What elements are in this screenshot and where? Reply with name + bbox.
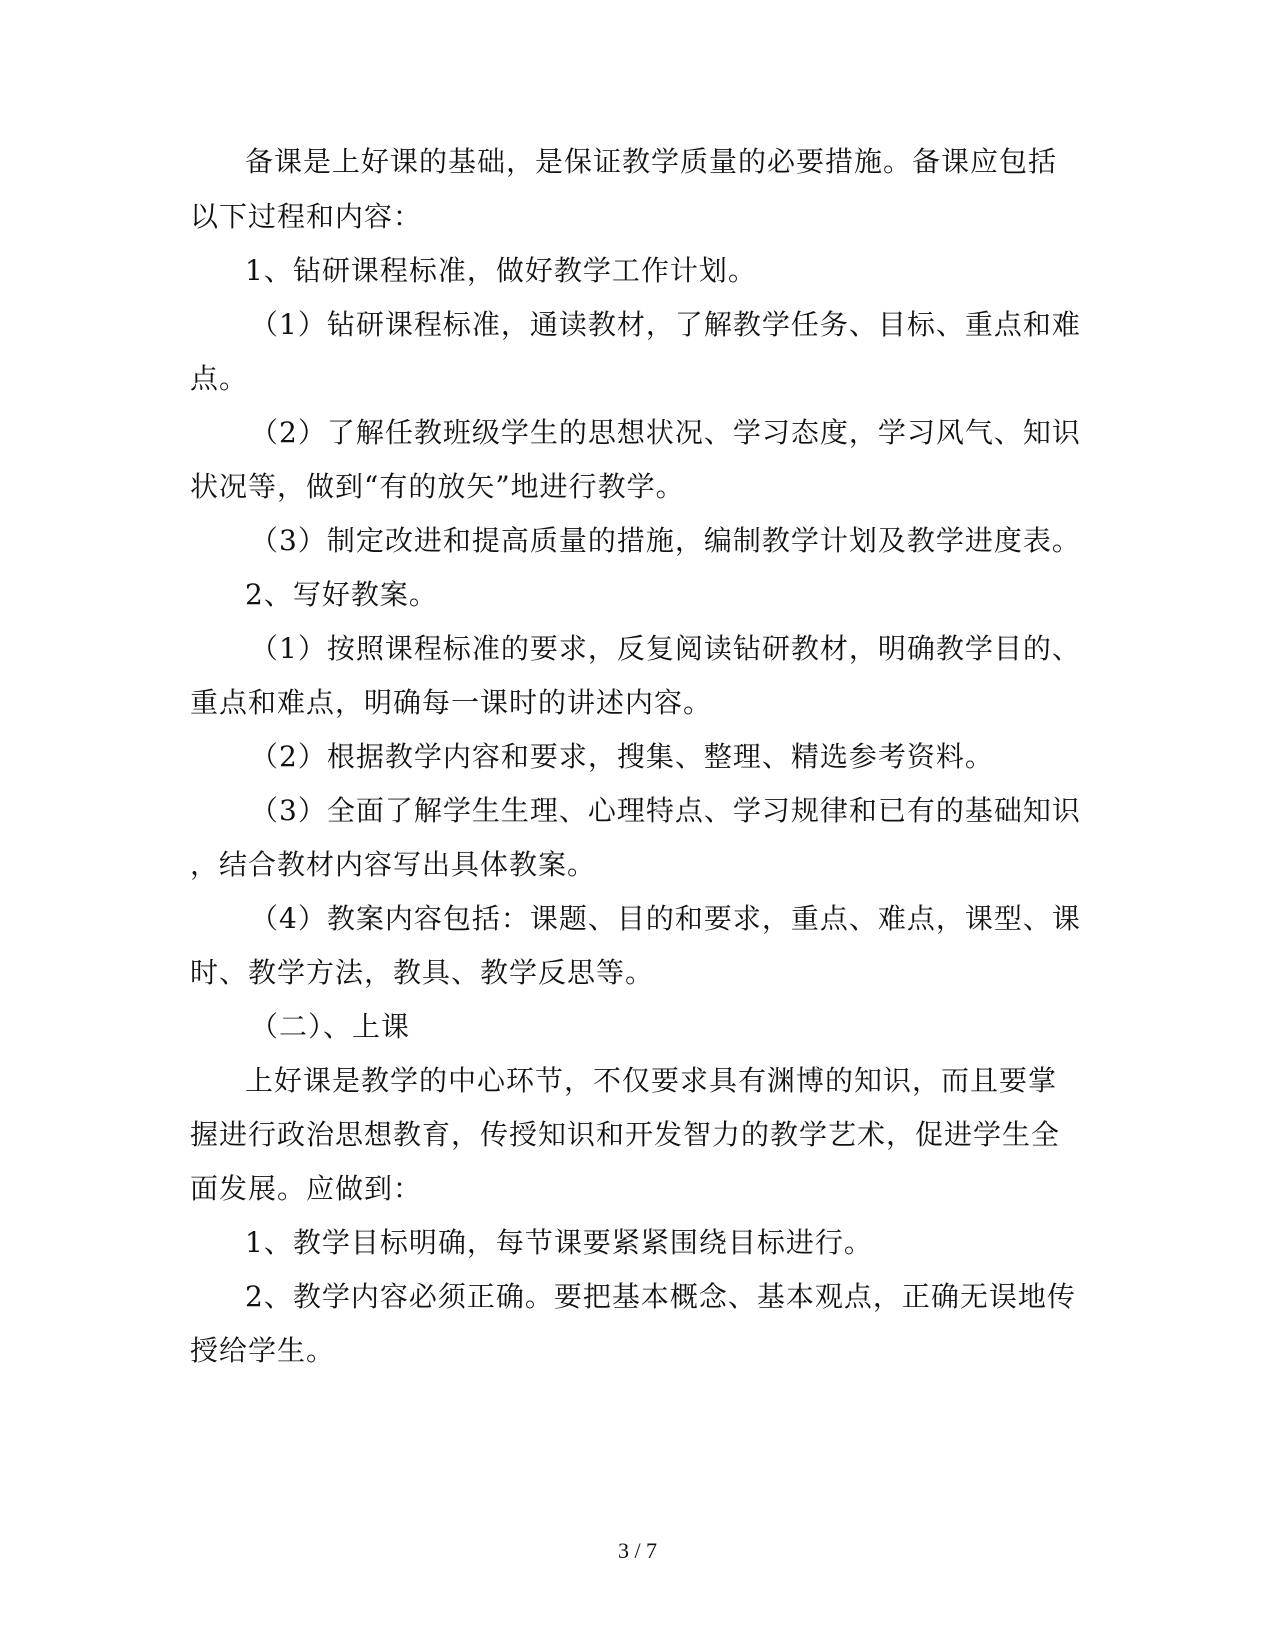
page-number: 3 / 7 xyxy=(617,1538,658,1563)
text-line: （4）教案内容包括：课题、目的和要求，重点、难点，课型、课 xyxy=(250,902,1081,935)
text-line: 状况等，做到“有的放矢”地进行教学。 xyxy=(190,470,685,503)
text-line: 时、教学方法，教具、教学反思等。 xyxy=(190,956,655,989)
text-line: 面发展。应做到： xyxy=(190,1172,423,1205)
text-line: 握进行政治思想教育，传授知识和开发智力的教学艺术，促进学生全 xyxy=(190,1118,1061,1151)
text-line: 2、教学内容必须正确。要把基本概念、基本观点，正确无误地传 xyxy=(245,1280,1076,1313)
text-line: （3）全面了解学生生理、心理特点、学习规律和已有的基础知识 xyxy=(250,794,1081,827)
text-line: 备课是上好课的基础，是保证教学质量的必要措施。备课应包括 xyxy=(245,145,1058,178)
text-line: （2）了解任教班级学生的思想状况、学习态度，学习风气、知识 xyxy=(250,416,1081,449)
text-line: 点。 xyxy=(190,362,249,395)
text-line: （1）按照课程标准的要求，反复阅读钻研教材，明确教学目的、 xyxy=(250,632,1081,665)
text-line: 重点和难点，明确每一课时的讲述内容。 xyxy=(190,686,713,719)
text-line: 2、写好教案。 xyxy=(245,578,438,611)
text-line: 上好课是教学的中心环节，不仅要求具有渊博的知识，而且要掌 xyxy=(245,1064,1058,1097)
text-line: （3）制定改进和提高质量的措施，编制教学计划及教学进度表。 xyxy=(250,524,1081,557)
text-line: ，结合教材内容写出具体教案。 xyxy=(190,848,597,881)
text-line: 1、钻研课程标准，做好教学工作计划。 xyxy=(245,254,757,287)
text-line: 1、教学目标明确，每节课要紧紧围绕目标进行。 xyxy=(245,1226,873,1259)
text-line: 以下过程和内容： xyxy=(190,200,423,233)
text-line: 授给学生。 xyxy=(190,1334,336,1367)
text-line: （1）钻研课程标准，通读教材，了解教学任务、目标、重点和难 xyxy=(250,308,1081,341)
text-line: （2）根据教学内容和要求，搜集、整理、精选参考资料。 xyxy=(250,740,994,773)
section-heading: （二）、上课 xyxy=(250,1010,411,1043)
